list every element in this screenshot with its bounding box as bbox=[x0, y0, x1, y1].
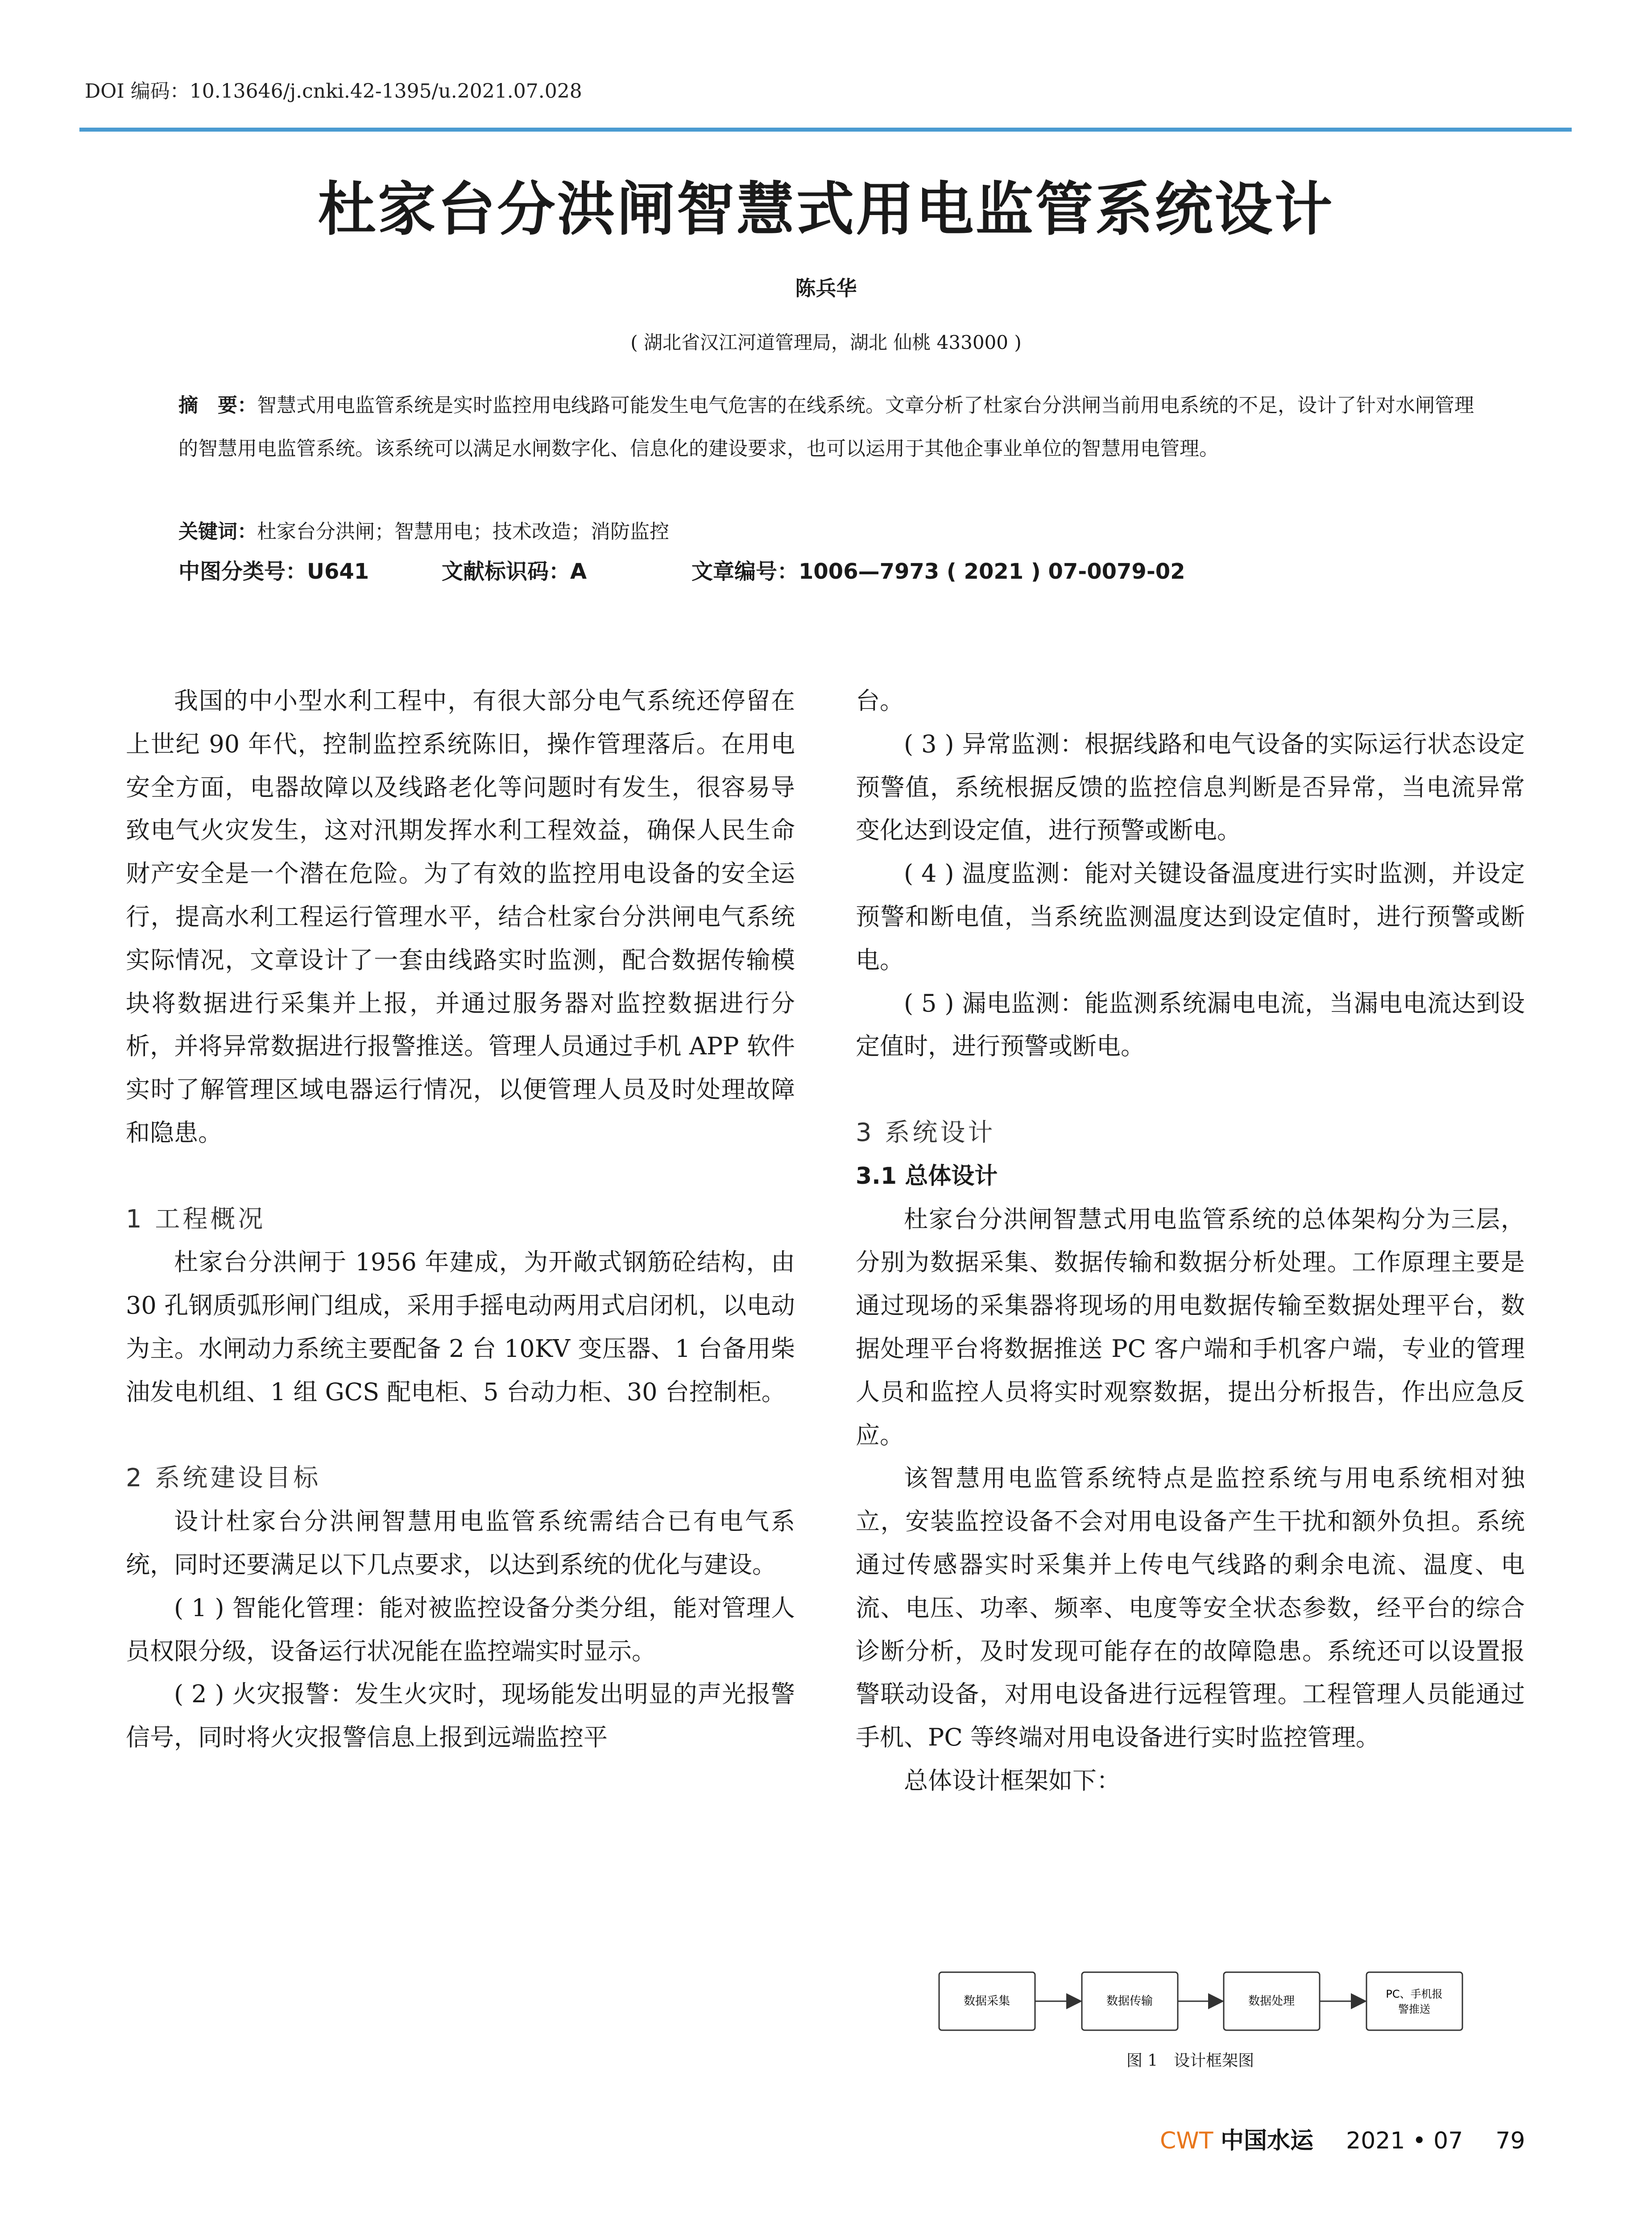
author-name: 陈兵华 bbox=[795, 276, 857, 300]
intro-paragraph: 我国的中小型水利工程中，有很大部分电气系统还停留在上世纪 90 年代，控制监控系统陈旧，操作管理落后。在用电安全方面，电器故障以及线路老化等问题时有发生，很容易导致电气火灾发生，这对汛期发挥水利工程效益，确保人民生命财产安全是一个潜在危险。为了有效的监控用电设备的安全运行，提高水利工程运行管理水平，结合杜家台分洪闸电气系统实际情况，文章设计了一套由线路实时监测，配合数据传输模块将数据进行采集并上报，并通过服务器对监控数据进行分析，并将异常数据进行报警推送。管理人员通过手机 APP 软件实时了解管理区域电器运行情况，以便管理人员及时处理故障和隐患。 bbox=[126, 687, 795, 1147]
list-item: ( 3 ) 异常监测：根据线路和电气设备的实际运行状态设定预警值，系统根据反馈的监控信息判断是否异常，当电流异常变化达到设定值，进行预警或断电。 bbox=[856, 730, 1525, 845]
article-title: 杜家台分洪闸智慧式用电监管系统设计 bbox=[318, 175, 1334, 243]
section-heading: 2 系统建设目标 bbox=[126, 1464, 321, 1493]
classification-line bbox=[178, 550, 1517, 593]
list-item: ( 4 ) 温度监测：能对关键设备温度进行实时监测，并设定预警和断电值，当系统监测温度达到设定值时，进行预警或断电。 bbox=[856, 859, 1525, 974]
flow-box-label: 数据传输 bbox=[1106, 1995, 1153, 2008]
right-column bbox=[856, 680, 1525, 1803]
abstract bbox=[178, 384, 1490, 470]
flow-box-data-processing bbox=[1224, 1972, 1320, 2030]
author-affiliation: ( 湖北省汉江河道管理局，湖北 仙桃 433000 ) bbox=[630, 332, 1022, 353]
body-paragraph: 设计杜家台分洪闸智慧用电监管系统需结合已有电气系统，同时还要满足以下几点要求，以达到系统的优化与建设。 bbox=[126, 1507, 795, 1579]
body-paragraph: 该智慧用电监管系统特点是监控系统与用电系统相对独立，安装监控设备不会对用电设备产生干扰和额外负担。系统通过传感器实时采集并上传电气线路的剩余电流、温度、电流、电压、功率、频率、电度等安全状态参数，经平台的综合诊断分析，及时发现可能存在的故障隐患。系统还可以设置报警联动设备，对用电设备进行远程管理。工程管理人员能通过手机、PC 等终端对用电设备进行实时监控管理。 bbox=[856, 1464, 1525, 1752]
section-heading: 3 系统设计 bbox=[856, 1118, 996, 1147]
doi-line: DOI 编码：10.13646/j.cnki.42-1395/u.2021.07.028 bbox=[85, 80, 582, 103]
journal-name: 中国水运 bbox=[1221, 2127, 1314, 2154]
list-item: ( 2 ) 火灾报警：发生火灾时，现场能发出明显的声光报警信号，同时将火灾报警信息上报到远端监控平 bbox=[126, 1680, 795, 1752]
flow-box-label: 警推送 bbox=[1398, 2003, 1430, 2015]
figure-caption: 图 1 设计框架图 bbox=[1126, 2052, 1255, 2070]
document-code: 文献标识码：A bbox=[442, 559, 587, 584]
left-column bbox=[126, 680, 795, 1759]
page-footer bbox=[1160, 2122, 1525, 2155]
body-paragraph: 台。 bbox=[856, 687, 904, 715]
list-item: ( 1 ) 智能化管理：能对被监控设备分类分组，能对管理人员权限分级，设备运行状况能在监控端实时显示。 bbox=[126, 1593, 795, 1665]
body-paragraph: 杜家台分洪闸智慧式用电监管系统的总体架构分为三层，分别为数据采集、数据传输和数据分析处理。工作原理主要是通过现场的采集器将现场的用电数据传输至数据处理平台，数据处理平台将数据推送 PC 客户端和手机客户端，专业的管理人员和监控人员将实时观察数据，提出分析报告，作出应急反应。 bbox=[856, 1205, 1525, 1449]
body-paragraph: 杜家台分洪闸于 1956 年建成，为开敞式钢筋砼结构，由 30 孔钢质弧形闸门组成，采用手摇电动两用式启闭机，以电动为主。水闸动力系统主要配备 2 台 10KV 变压器、1 台备用柴油发电机组、1 组 GCS 配电柜、5 台动力柜、30 台控制柜。 bbox=[126, 1248, 795, 1406]
flow-box-data-collection bbox=[939, 1972, 1035, 2030]
keywords-text: 杜家台分洪闸；智慧用电；技术改造；消防监控 bbox=[257, 520, 669, 543]
flow-box-label: PC、手机报 bbox=[1386, 1988, 1443, 2000]
keywords bbox=[178, 510, 1490, 553]
section-heading: 1 工程概况 bbox=[126, 1204, 266, 1234]
flow-box-data-transmission bbox=[1082, 1972, 1178, 2030]
body-paragraph: 总体设计框架如下： bbox=[904, 1766, 1121, 1795]
flow-box-alert-push bbox=[1366, 1972, 1462, 2030]
header-rule bbox=[79, 128, 1572, 132]
keywords-label: 关键词： bbox=[178, 520, 257, 543]
page-number: 79 bbox=[1495, 2127, 1525, 2154]
abstract-text: 智慧式用电监管系统是实时监控用电线路可能发生电气危害的在线系统。文章分析了杜家台分洪闸当前用电系统的不足，设计了针对水闸管理的智慧用电监管系统。该系统可以满足水闸数字化、信息化的建设要求，也可以运用于其他企事业单位的智慧用电管理。 bbox=[178, 394, 1474, 460]
brand-logo-text: CWT bbox=[1160, 2127, 1213, 2154]
abstract-label: 摘 要： bbox=[178, 394, 257, 417]
clc-number: 中图分类号：U641 bbox=[178, 559, 369, 584]
subsection-heading: 3.1 总体设计 bbox=[856, 1162, 998, 1190]
list-item: ( 5 ) 漏电监测：能监测系统漏电电流，当漏电电流达到设定值时，进行预警或断电。 bbox=[856, 989, 1525, 1061]
flow-box-label: 数据处理 bbox=[1248, 1995, 1295, 2008]
issue-date: 2021 • 07 bbox=[1346, 2127, 1463, 2154]
article-number: 文章编号：1006—7973 ( 2021 ) 07-0079-02 bbox=[691, 559, 1185, 584]
flow-box-label: 数据采集 bbox=[963, 1995, 1010, 2008]
design-framework-diagram bbox=[937, 1961, 1468, 2037]
